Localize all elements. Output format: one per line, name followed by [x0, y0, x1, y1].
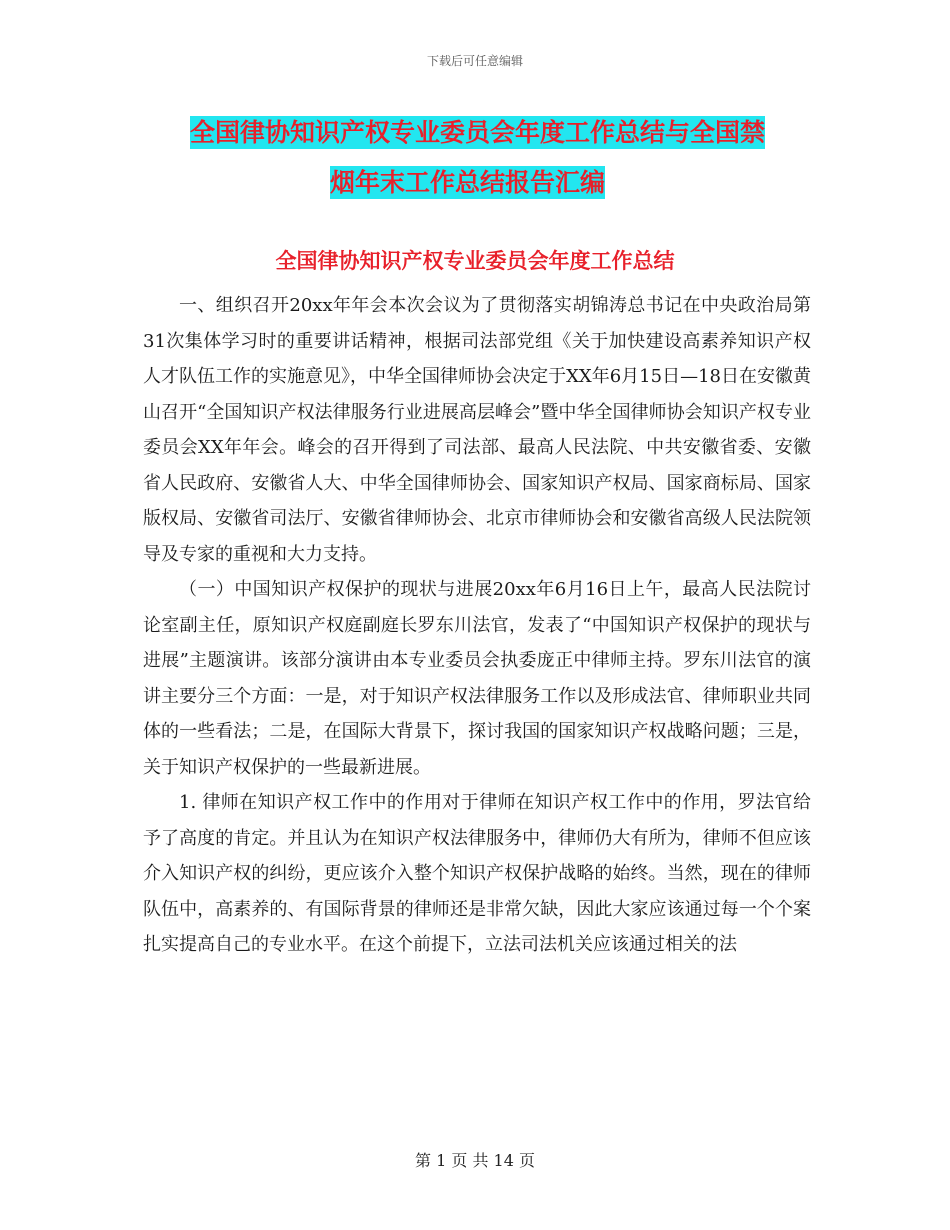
paragraph-1: 一、组织召开20xx年年会本次会议为了贯彻落实胡锦涛总书记在中央政治局第31次集体学习时的重要讲话精神，根据司法部党组《关于加快建设高素养知识产权人才队伍工作的实施意见》，中华全国律师协会决定于XX年6月15日—18日在安徽黄山召开“全国知识产权法律服务行业进展高层峰会”暨中华全国律师协会知识产权专业委员会XX年年会。峰会的召开得到了司法部、最高人民法院、中共安徽省委、安徽省人民政府、安徽省人大、中华全国律师协会、国家知识产权局、国家商标局、国家版权局、安徽省司法厅、安徽省律师协会、北京市律师协会和安徽省高级人民法院领导及专家的重视和大力支持。	[143, 295, 811, 565]
section-title: 全国律协知识产权专业委员会年度工作总结	[275, 249, 675, 273]
paragraph-2: （一）中国知识产权保护的现状与进展20xx年6月16日上午，最高人民法院讨论室副主任，原知识产权庭副庭长罗东川法官，发表了“中国知识产权保护的现状与进展”主题演讲。该部分演讲由本专业委员会执委庞正中律师主持。罗东川法官的演讲主要分三个方面：一是，对于知识产权法律服务工作以及形成法官、律师职业共同体的一些看法；二是，在国际大背景下，探讨我国的国家知识产权战略问题；三是，关于知识产权保护的一些最新进展。	[143, 579, 811, 778]
title-highlight-1: 全国律协知识产权专业委员会年度工作总结与全国禁	[190, 118, 766, 147]
document-body	[143, 288, 811, 963]
document-title-line-2	[330, 158, 830, 208]
document-title	[190, 108, 830, 208]
title-highlight-2: 烟年末工作总结报告汇编	[330, 168, 606, 197]
paragraph-3: 1. 律师在知识产权工作中的作用对于律师在知识产权工作中的作用，罗法官给予了高度的肯定。并且认为在知识产权法律服务中，律师仍大有所为，律师不但应该介入知识产权的纠纷，更应该介入整个知识产权保护战略的始终。当然，现在的律师队伍中，高素养的、有国际背景的律师还是非常欠缺，因此大家应该通过每一个个案扎实提高自己的专业水平。在这个前提下，立法司法机关应该通过相关的法	[143, 792, 811, 955]
document-title-line-1	[190, 108, 830, 158]
page-header-note: 下载后可任意编辑	[426, 54, 523, 68]
page-number: 第 1 页 共 14 页	[415, 1151, 535, 1170]
